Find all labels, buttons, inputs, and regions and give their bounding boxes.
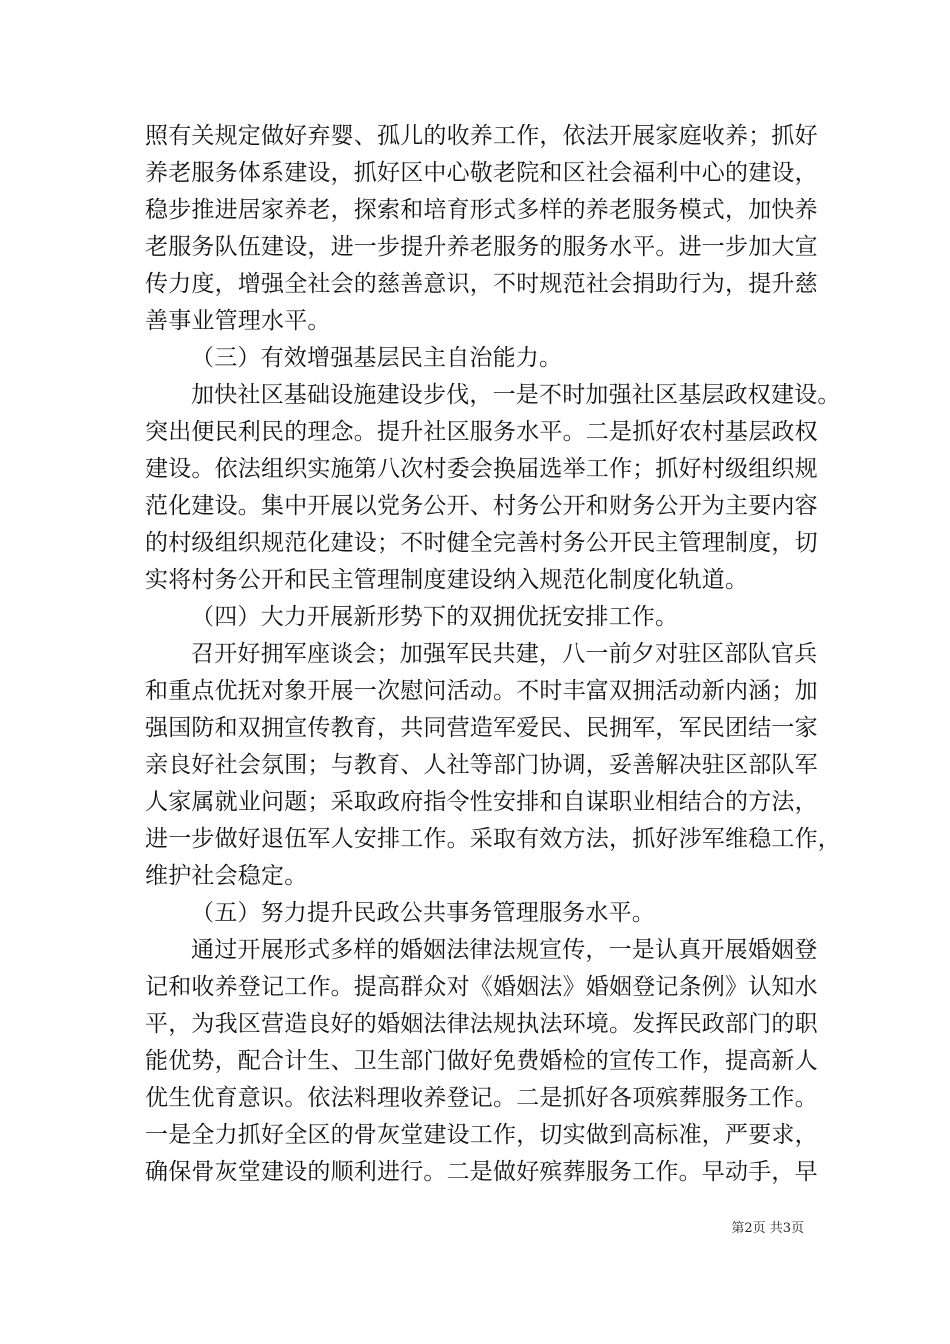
text-line: 照有关规定做好弃婴、孤儿的收养工作，依法开展家庭收养；抓好: [145, 123, 818, 149]
text-line: 通过开展形式多样的婚姻法律法规宣传，一是认真开展婚姻登: [191, 937, 818, 963]
text-line: （五）努力提升民政公共事务管理服务水平。: [191, 900, 655, 926]
text-line: 范化建设。集中开展以党务公开、村务公开和财务公开为主要内容: [145, 493, 818, 519]
text-line: 老服务队伍建设，进一步提升养老服务的服务水平。进一步加大宣: [145, 234, 818, 260]
text-line: 加快社区基础设施建设步伐，一是不时加强社区基层政权建设。: [191, 382, 841, 408]
text-line: （四）大力开展新形势下的双拥优抚安排工作。: [191, 604, 679, 630]
text-line: 召开好拥军座谈会；加强军民共建，八一前夕对驻区部队官兵: [191, 641, 818, 667]
text-line: 善事业管理水平。: [145, 308, 331, 334]
text-line: 人家属就业问题；采取政府指令性安排和自谋职业相结合的方法，: [145, 789, 818, 815]
text-line: 一是全力抓好全区的骨灰堂建设工作，切实做到高标准，严要求，: [145, 1122, 818, 1148]
text-line: 建设。依法组织实施第八次村委会换届选举工作；抓好村级组织规: [145, 456, 818, 482]
page-number-footer: 第2页 共3页: [731, 1221, 804, 1236]
text-line: 记和收养登记工作。提高群众对《婚姻法》婚姻登记条例》认知水: [145, 974, 818, 1000]
text-line: （三）有效增强基层民主自治能力。: [191, 345, 563, 371]
text-line: 实将村务公开和民主管理制度建设纳入规范化制度化轨道。: [145, 567, 749, 593]
text-line: 的村级组织规范化建设；不时健全完善村务公开民主管理制度，切: [145, 530, 818, 556]
text-line: 养老服务体系建设，抓好区中心敬老院和区社会福利中心的建设，: [145, 160, 818, 186]
text-line: 确保骨灰堂建设的顺利进行。二是做好殡葬服务工作。早动手，早: [145, 1159, 818, 1185]
text-line: 稳步推进居家养老，探索和培育形式多样的养老服务模式，加快养: [145, 197, 818, 223]
text-line: 传力度，增强全社会的慈善意识，不时规范社会捐助行为，提升慈: [145, 271, 818, 297]
text-line: 进一步做好退伍军人安排工作。采取有效方法，抓好涉军维稳工作，: [145, 826, 841, 852]
text-line: 突出便民利民的理念。提升社区服务水平。二是抓好农村基层政权: [145, 419, 818, 445]
text-line: 维护社会稳定。: [145, 863, 308, 889]
text-line: 亲良好社会氛围；与教育、人社等部门协调，妥善解决驻区部队军: [145, 752, 818, 778]
text-line: 优生优育意识。依法料理收养登记。二是抓好各项殡葬服务工作。: [145, 1085, 818, 1111]
text-line: 强国防和双拥宣传教育，共同营造军爱民、民拥军，军民团结一家: [145, 715, 818, 741]
document-body: [145, 118, 841, 1191]
text-line: 能优势，配合计生、卫生部门做好免费婚检的宣传工作，提高新人: [145, 1048, 818, 1074]
text-line: 平，为我区营造良好的婚姻法律法规执法环境。发挥民政部门的职: [145, 1011, 818, 1037]
text-line: 和重点优抚对象开展一次慰问活动。不时丰富双拥活动新内涵；加: [145, 678, 818, 704]
